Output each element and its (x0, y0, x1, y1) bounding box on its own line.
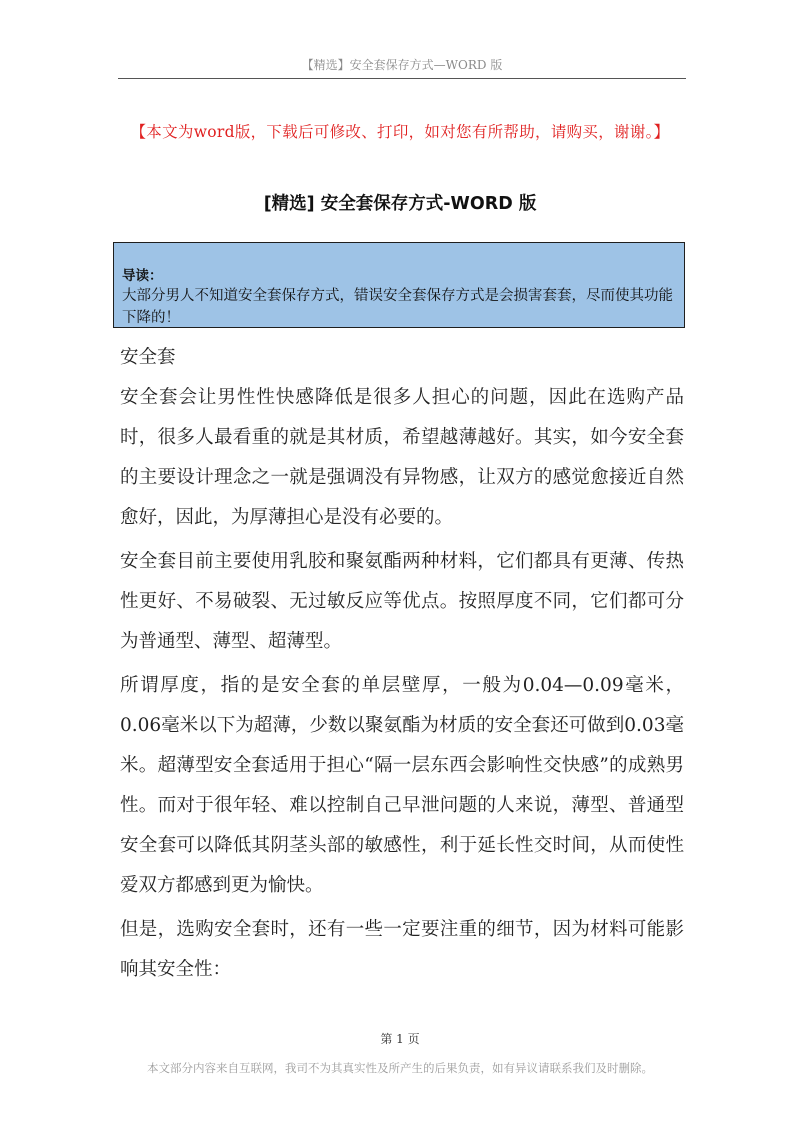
guide-text: 大部分男人不知道安全套保存方式，错误安全套保存方式是会损害套套，尽而使其功能下降的！ (122, 288, 673, 326)
download-notice: 【本文为word版，下载后可修改、打印，如对您有所帮助，请购买，谢谢。】 (130, 123, 670, 141)
guide-label: 导读： (122, 268, 163, 284)
guide-box (113, 242, 685, 328)
article-body (120, 338, 684, 994)
page-number: 第 1 页 (380, 1032, 420, 1046)
paragraph: 所谓厚度，指的是安全套的单层壁厚，一般为0.04—0.09毫米，0.06毫米以下为超薄，少数以聚氨酯为材质的安全套还可做到0.03毫米。超薄型安全套适用于担心“隔一层东西会影响性交快感”的成熟男性。而对于很年轻、难以控制自己早泄问题的人来说，薄型、普通型安全套可以降低其阴茎头部的敏感性，利于延长性交时间，从而使性爱双方都感到更为愉快。 (120, 675, 684, 896)
paragraph: 但是，选购安全套时，还有一些一定要注重的细节，因为材料可能影响其安全性： (120, 919, 684, 980)
footer-disclaimer: 本文部分内容来自互联网，我司不为其真实性及所产生的后果负责，如有异议请联系我们及时删除。 (147, 1061, 653, 1075)
paragraph: 安全套目前主要使用乳胶和聚氨酯两种材料，它们都具有更薄、传热性更好、不易破裂、无过敏反应等优点。按照厚度不同，它们都可分为普通型、薄型、超薄型。 (120, 551, 684, 652)
page-header: 【精选】安全套保存方式—WORD 版 (118, 56, 686, 79)
document-title: [精选] 安全套保存方式-WORD 版 (263, 194, 537, 214)
section-heading: 安全套 (120, 347, 176, 368)
paragraph: 安全套会让男性性快感降低是很多人担心的问题，因此在选购产品时，很多人最看重的就是其材质，希望越薄越好。其实，如今安全套的主要设计理念之一就是强调没有异物感，让双方的感觉愈接近自然愈好，因此，为厚薄担心是没有必要的。 (120, 387, 684, 528)
